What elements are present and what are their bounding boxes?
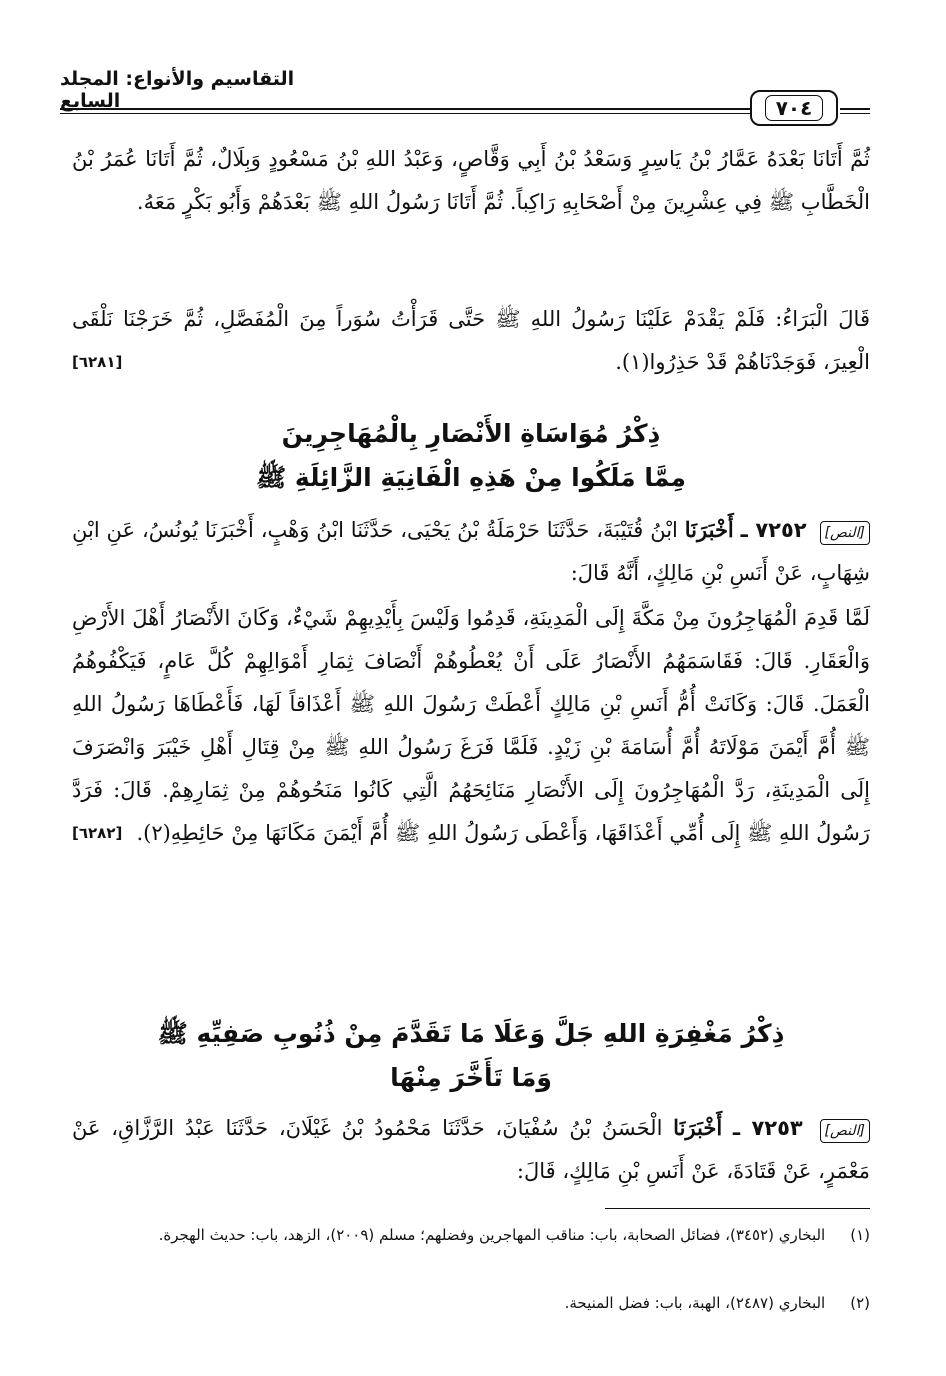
paragraph-2 bbox=[72, 298, 870, 384]
heading-2-line-2: وَمَا تَأَخَّرَ مِنْهَا bbox=[390, 1063, 552, 1092]
heading-2-line-1: ذِكْرُ مَغْفِرَةِ اللهِ جَلَّ وَعَلَا مَا تَقَدَّمَ مِنْ ذُنُوبِ صَفِيِّهِ ﷺ bbox=[157, 1019, 785, 1048]
hadith-number: ٧٢٥٣ ـ bbox=[732, 1116, 803, 1140]
hadith-number: ٧٢٥٢ ـ bbox=[740, 518, 807, 542]
reference-6282: [٦٢٨٢] bbox=[72, 824, 123, 842]
footnote-2 bbox=[72, 1290, 870, 1317]
header-rule-right bbox=[840, 108, 870, 114]
section-heading-1 bbox=[72, 412, 870, 500]
akhbarana-label: أَخْبَرَنَا bbox=[684, 517, 734, 542]
header-rule bbox=[60, 108, 750, 114]
page-number: ٧٠٤ bbox=[765, 95, 824, 121]
heading-1-line-2: مِمَّا مَلَكُوا مِنْ هَذِهِ الْفَانِيَةِ الزَّائِلَةِ ﷺ bbox=[256, 463, 686, 492]
akhbarana-label: أَخْبَرَنَا bbox=[673, 1115, 723, 1140]
reference-6281: [٦٢٨١] bbox=[72, 353, 123, 371]
hadith-isnad: الْحَسَنُ بْنُ سُفْيَانَ، حَدَّثَنَا مَحْمُودُ بْنُ غَيْلَانَ، حَدَّثَنَا عَبْدُ الرَّزَّاقِ، عَنْ مَعْمَرٍ، عَنْ قَتَادَةَ، عَنْ أَنَسِ بْنِ مَالِكٍ، قَالَ: bbox=[72, 1116, 870, 1183]
footnote-text: البخاري (٣٤٥٢)، فضائل الصحابة، باب: مناقب المهاجرين وفضلهم؛ مسلم (٢٠٠٩)، الزهد، باب: حديث الهجرة. bbox=[158, 1226, 826, 1244]
hadith-isnad: ابْنُ قُتَيْبَةَ، حَدَّثَنَا حَرْمَلَةُ بْنُ يَحْيَى، حَدَّثَنَا ابْنُ وَهْبٍ، أَخْبَرَنَا يُونُسُ، عَنِ ابْنِ شِهَابٍ، عَنْ أَنَسِ بْنِ مَالِكٍ، أَنَّهُ قَالَ: bbox=[72, 518, 870, 585]
hadith-7252 bbox=[72, 508, 870, 595]
paragraph-2-text: قَالَ الْبَرَاءُ: فَلَمْ يَقْدَمْ عَلَيْنَا رَسُولُ اللهِ ﷺ حَتَّى قَرَأْتُ سُوَراً مِنَ الْمُفَصَّلِ، ثُمَّ خَرَجْنَا نَلْقَى الْعِيرَ، فَوَجَدْنَاهُمْ قَدْ حَذِرُوا(١). bbox=[72, 307, 870, 374]
page-number-box bbox=[750, 90, 838, 126]
footnote-divider bbox=[605, 1208, 870, 1209]
running-title: التقاسيم والأنواع: المجلد السابع bbox=[60, 68, 295, 112]
section-heading-2 bbox=[72, 1012, 870, 1100]
footnote-1 bbox=[72, 1222, 870, 1249]
text-badge-icon: [النص] bbox=[820, 521, 870, 545]
footnote-number: (٢) bbox=[850, 1294, 870, 1312]
hadith-7252-matn bbox=[72, 597, 870, 855]
heading-1-line-1: ذِكْرُ مُوَاسَاةِ الأَنْصَارِ بِالْمُهَاجِرِينَ bbox=[281, 419, 661, 448]
paragraph-1: ثُمَّ أَتَانَا بَعْدَهُ عَمَّارُ بْنُ يَاسِرٍ وَسَعْدُ بْنُ أَبِي وَقَّاصٍ، وَعَبْدُ اللهِ بْنُ مَسْعُودٍ وَبِلَالٌ، ثُمَّ أَتَانَا عُمَرُ بْنُ الْخَطَّابِ ﷺ فِي عِشْرِينَ مِنْ أَصْحَابِهِ رَاكِباً. ثُمَّ أَتَانَا رَسُولُ اللهِ ﷺ بَعْدَهُمْ وَأَبُو بَكْرٍ مَعَهُ. bbox=[72, 147, 870, 214]
footnote-number: (١) bbox=[850, 1226, 870, 1244]
hadith-7253 bbox=[72, 1106, 870, 1193]
hadith-matn-text: لَمَّا قَدِمَ الْمُهَاجِرُونَ مِنْ مَكَّةَ إِلَى الْمَدِينَةِ، قَدِمُوا وَلَيْسَ بِأَيْدِيهِمْ شَيْءٌ، وَكَانَ الأَنْصَارُ أَهْلَ الأَرْضِ وَالْعَقَارِ. قَالَ: فَقَاسَمَهُمُ الأَنْصَارُ عَلَى أَنْ يُعْطُوهُمْ أَنْصَافَ ثِمَارِ أَمْوَالِهِمْ كُلَّ عَامٍ، فَيَكْفُوهُمُ الْعَمَلَ. قَالَ: وَكَانَتْ أُمُّ أَنَسِ بْنِ مَالِكٍ أَعْطَتْ رَسُولَ اللهِ ﷺ أَعْذَاقاً لَهَا، فَأَعْطَاهَا رَسُولُ اللهِ ﷺ أُمَّ أَيْمَنَ مَوْلَاتَهُ أُمَّ أُسَامَةَ بْنِ زَيْدٍ. فَلَمَّا فَرَغَ رَسُولُ اللهِ ﷺ مِنْ قِتَالِ أَهْلِ خَيْبَرَ وَانْصَرَفَ إِلَى الْمَدِينَةِ، رَدَّ الْمُهَاجِرُونَ إِلَى الأَنْصَارِ مَنَائِحَهُمُ الَّتِي كَانُوا مَنَحُوهُمْ مِنْ ثِمَارِهِمْ. قَالَ: فَرَدَّ رَسُولُ اللهِ ﷺ إِلَى أُمِّي أَعْذَاقَهَا، وَأَعْطَى رَسُولُ اللهِ ﷺ أُمَّ أَيْمَنَ مَكَانَهَا مِنْ حَائِطِهِ(٢). bbox=[72, 606, 870, 845]
text-badge-icon: [النص] bbox=[820, 1119, 870, 1143]
footnote-text: البخاري (٢٤٨٧)، الهبة، باب: فضل المنيحة. bbox=[564, 1294, 826, 1312]
